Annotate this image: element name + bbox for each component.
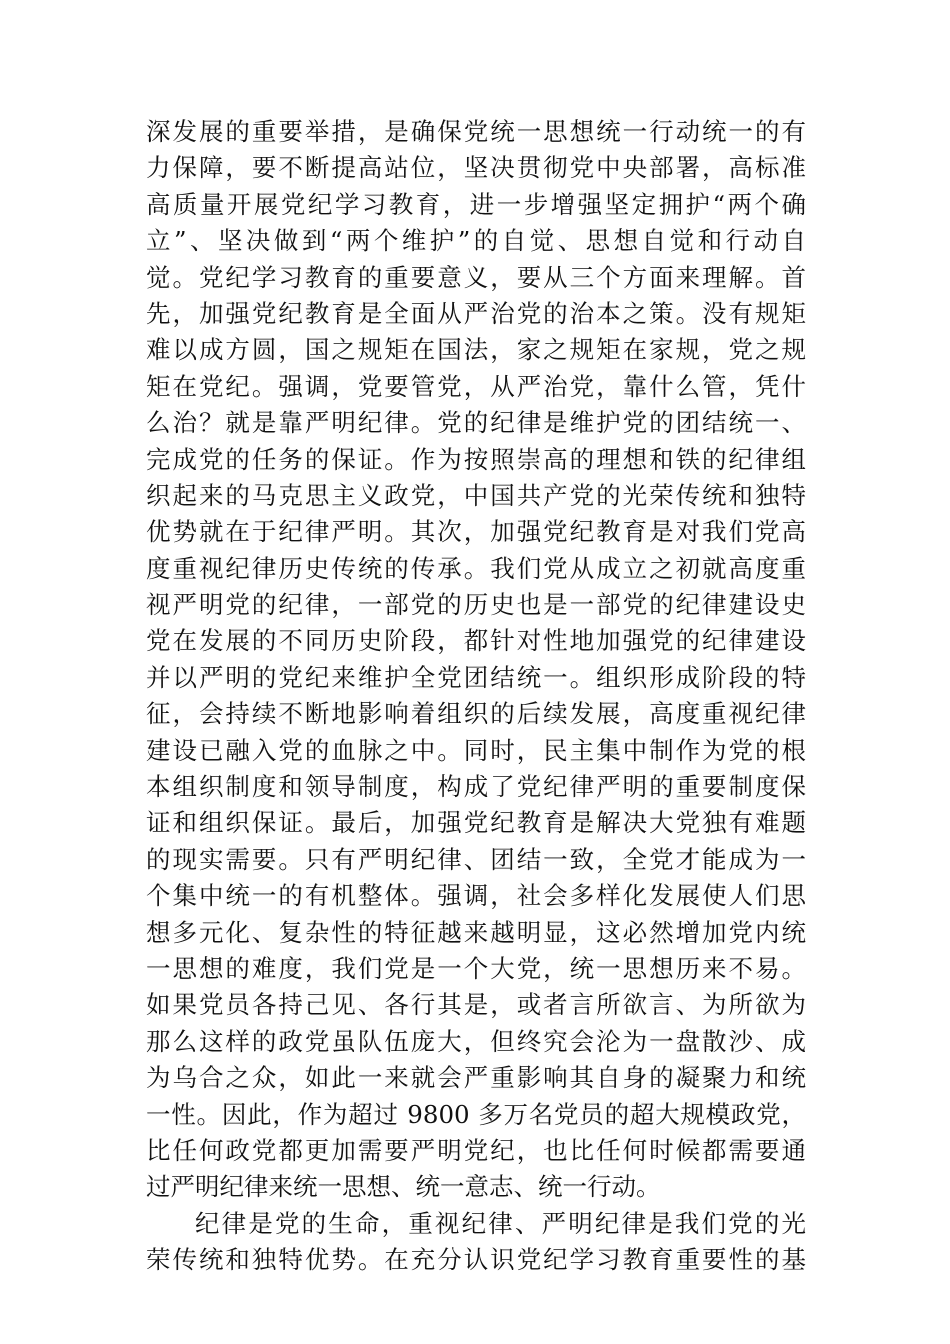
text-line: 纪律是党的生命，重视纪律、严明纪律是我们党的光 bbox=[195, 1208, 806, 1238]
text-line: 建设已融入党的血脉之中。同时，民主集中制作为党的根 bbox=[146, 735, 806, 765]
text-line: 难以成方圆，国之规矩在国法，家之规矩在家规，党之规 bbox=[146, 335, 806, 365]
text-line: 么治？就是靠严明纪律。党的纪律是维护党的团结统一、 bbox=[146, 408, 806, 438]
text-line: 一思想的难度，我们党是一个大党，统一思想历来不易。 bbox=[146, 953, 806, 983]
text-line: 荣传统和独特优势。在充分认识党纪学习教育重要性的基 bbox=[146, 1245, 806, 1275]
text-line: 比任何政党都更加需要严明党纪，也比任何时候都需要通 bbox=[146, 1135, 806, 1165]
text-line: 织起来的马克思主义政党，中国共产党的光荣传统和独特 bbox=[146, 480, 806, 510]
text-line: 个集中统一的有机整体。强调，社会多样化发展使人们思 bbox=[146, 881, 806, 911]
text-line: 视严明党的纪律，一部党的历史也是一部党的纪律建设史 bbox=[146, 590, 806, 620]
text-line: 力保障，要不断提高站位，坚决贯彻党中央部署，高标准 bbox=[146, 153, 806, 183]
text-line: 过严明纪律来统一思想、统一意志、统一行动。 bbox=[146, 1172, 661, 1202]
text-line: 完成党的任务的保证。作为按照崇高的理想和铁的纪律组 bbox=[146, 444, 806, 474]
text-line: 高质量开展党纪学习教育，进一步增强坚定拥护“两个确 bbox=[146, 189, 806, 219]
text-line: 觉。党纪学习教育的重要意义，要从三个方面来理解。首 bbox=[146, 262, 806, 292]
text-line: 本组织制度和领导制度，构成了党纪律严明的重要制度保 bbox=[146, 772, 806, 802]
text-line: 党在发展的不同历史阶段，都针对性地加强党的纪律建设 bbox=[146, 626, 806, 656]
text-line: 证和组织保证。最后，加强党纪教育是解决大党独有难题 bbox=[146, 808, 806, 838]
text-line: 如果党员各持己见、各行其是，或者言所欲言、为所欲为 bbox=[146, 990, 806, 1020]
text-line: 的现实需要。只有严明纪律、团结一致，全党才能成为一 bbox=[146, 844, 806, 874]
text-line: 度重视纪律历史传统的传承。我们党从成立之初就高度重 bbox=[146, 553, 806, 583]
text-line: 一性。因此，作为超过 9800 多万名党员的超大规模政党， bbox=[146, 1099, 806, 1129]
text-line: 那么这样的政党虽队伍庞大，但终究会沦为一盘散沙、成 bbox=[146, 1026, 806, 1056]
text-line: 为乌合之众，如此一来就会严重影响其自身的凝聚力和统 bbox=[146, 1063, 806, 1093]
body-text bbox=[146, 114, 806, 1279]
text-line: 并以严明的党纪来维护全党团结统一。组织形成阶段的特 bbox=[146, 662, 806, 692]
text-line: 矩在党纪。强调，党要管党，从严治党，靠什么管，凭什 bbox=[146, 371, 806, 401]
text-line: 优势就在于纪律严明。其次，加强党纪教育是对我们党高 bbox=[146, 517, 806, 547]
text-line: 想多元化、复杂性的特征越来越明显，这必然增加党内统 bbox=[146, 917, 806, 947]
text-line: 立”、坚决做到“两个维护”的自觉、思想自觉和行动自 bbox=[146, 226, 806, 256]
text-line: 征，会持续不断地影响着组织的后续发展，高度重视纪律 bbox=[146, 699, 806, 729]
text-line: 先，加强党纪教育是全面从严治党的治本之策。没有规矩 bbox=[146, 298, 806, 328]
text-line: 深发展的重要举措，是确保党统一思想统一行动统一的有 bbox=[146, 117, 806, 146]
